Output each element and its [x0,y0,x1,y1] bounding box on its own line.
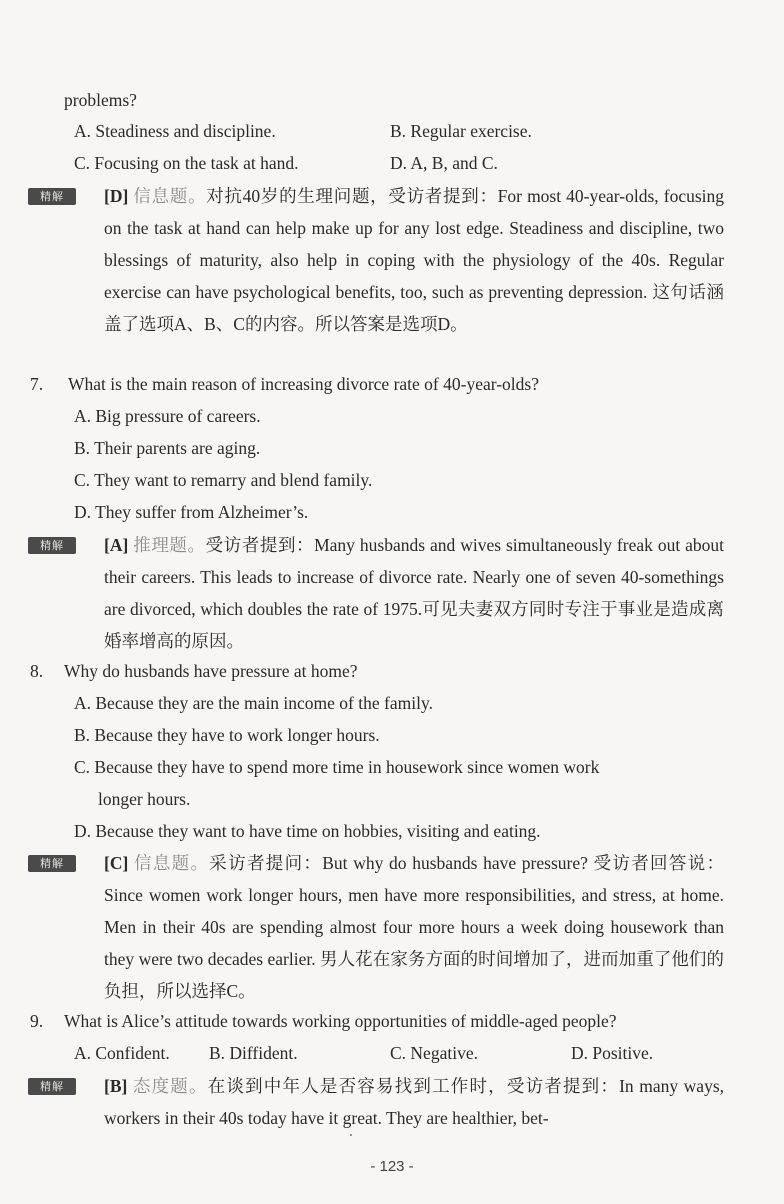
question-type: 信息题。 [133,186,207,206]
explanation-tag: 精解 [28,855,76,872]
q6-stem-tail: problems? [64,90,137,110]
answer-label: [A] [104,535,129,555]
explanation-text: 在谈到中年人是否容易找到工作时，受访者提到：In many ways, workers in their 40s today have it great. They are healthier, bet- [104,1076,725,1128]
q6-option-a: A. Steadiness and discipline. [74,121,276,141]
explanation-text: 对抗40岁的生理问题，受访者提到：For most 40-year-olds, focusing on the task at hand can help make up for any lost edge. Steadiness and discipline, two blessings of maturity, also help in coping with the physiology of the 40s. Regular exercise can have psychological benefits, too, such as preventing depression. 这句话涵盖了选项A、B、C的内容。所以答案是选项D。 [104,186,725,334]
q9-option-d: D. Positive. [571,1043,654,1063]
q6-option-b: B. Regular exercise. [390,121,532,141]
question-type: 信息题。 [134,853,210,873]
answer-label: [C] [104,853,129,873]
q9-question: What is Alice’s attitude towards working opportunities of middle-aged people? [64,1011,617,1031]
q8-option-c-continued: longer hours. [98,789,191,809]
explanation-tag: 精解 [28,537,76,554]
q8-option-d: D. Because they want to have time on hobbies, visiting and eating. [74,821,541,841]
q9-explanation [104,1070,724,1134]
decorative-dot [350,1134,352,1136]
q6-option-c: C. Focusing on the task at hand. [74,153,299,173]
question-type: 态度题。 [132,1076,208,1096]
answer-label: [B] [104,1076,128,1096]
explanation-text: 采访者提问：But why do husbands have pressure? 受访者回答说：Since women work longer hours, men have more responsibilities, and stress, at home. Men in their 40s are spending almost four more hours a week doing housework than they were two decades earlier. 男人花在家务方面的时间增加了，进而加重了他们的负担，所以选择C。 [104,853,725,1001]
q8-explanation [104,847,724,1007]
q7-option-c: C. They want to remarry and blend family. [74,470,373,490]
q8-option-a: A. Because they are the main income of the family. [74,693,433,713]
q9-option-a: A. Confident. [74,1043,170,1063]
q8-option-b: B. Because they have to work longer hours. [74,725,380,745]
q6-explanation [104,180,724,340]
q7-option-a: A. Big pressure of careers. [74,406,261,426]
explanation-tag: 精解 [28,1078,76,1095]
q9-option-b: B. Diffident. [209,1043,298,1063]
question-type: 推理题。 [133,535,206,555]
q6-option-d: D. A, B, and C. [390,153,498,173]
q9-option-c: C. Negative. [390,1043,478,1063]
q7-explanation [104,529,724,657]
explanation-tag: 精解 [28,188,76,205]
q9-number: 9. [30,1011,44,1031]
q8-number: 8. [30,661,44,681]
page-number: - 123 - [370,1158,414,1175]
q7-number: 7. [30,374,44,394]
q7-option-b: B. Their parents are aging. [74,438,261,458]
q8-question: Why do husbands have pressure at home? [64,661,358,681]
answer-label: [D] [104,186,129,206]
q7-option-d: D. They suffer from Alzheimer’s. [74,502,309,522]
q8-option-c: C. Because they have to spend more time in housework since women work [74,757,600,777]
explanation-text: 受访者提到：Many husbands and wives simultaneously freak out about their careers. This leads to increase of divorce rate. Nearly one of seven 40-somethings are divorced, which doubles the rate of 1975.可见夫妻双方同时专注于事业是造成离婚率增高的原因。 [104,535,725,651]
q7-question: What is the main reason of increasing divorce rate of 40-year-olds? [68,374,539,394]
